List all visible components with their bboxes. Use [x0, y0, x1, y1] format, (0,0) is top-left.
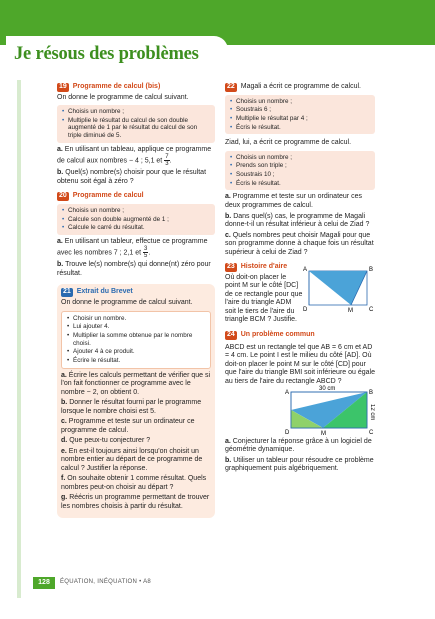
footer-section: ÉQUATION, INÉQUATION • A8: [60, 579, 152, 585]
left-margin-bar: [17, 80, 21, 598]
question-text: Dans quel(s) cas, le programme de Magali donne-t-il un résultat inférieur à celui de Ziad ?: [225, 212, 370, 229]
exercise-intro: Magali a écrit ce programme de calcul.: [240, 83, 361, 90]
question-text: Quels nombres peut choisir Magali pour que son programme donne à chaque fois un résultat supérieur à celui de Ziad ?: [225, 231, 374, 256]
question: [225, 232, 375, 258]
exercise-text: Où doit-on placer le point M sur le côté [DC] de ce rectangle pour que l'aire du triangle ADM soit le tiers de l'aire du triangle BCM ? Justifie.: [225, 273, 303, 324]
exercise-20: [57, 192, 215, 278]
program-step: • Multiplier la somme obtenue par le nombre choisi.: [66, 332, 206, 347]
question-text: Que peux-tu conjecturer ?: [69, 437, 151, 445]
exercise-header: [57, 83, 215, 92]
exercise-title: Un problème commun: [240, 331, 315, 339]
question: [61, 399, 211, 416]
program-step: • Choisis un nombre ;: [229, 154, 371, 162]
program-box: [61, 311, 211, 369]
program-step: • Calcule le carré du résultat.: [61, 224, 211, 232]
label-side-length: 12 cm: [369, 403, 375, 421]
exercise-24: [225, 331, 375, 474]
question-label: b.: [225, 212, 232, 220]
question: [225, 457, 375, 474]
label-m: M: [348, 308, 353, 315]
question: [225, 438, 375, 455]
exercise-number: 19: [59, 83, 67, 90]
rectangle-triangle-figure: [303, 265, 375, 315]
question: [61, 475, 211, 492]
exercise-title: Programme de calcul (bis): [72, 83, 161, 90]
exercise-number: 22: [227, 83, 235, 90]
question-label: b.: [57, 169, 64, 177]
question-label: a.: [225, 437, 231, 445]
question-text: Programme et teste sur un ordinateur ce programme de calcul.: [61, 418, 195, 434]
page-banner: [0, 0, 435, 64]
label-c: C: [369, 307, 374, 314]
exercise-title: Histoire d'aire: [240, 263, 288, 271]
label-top-length: 30 cm: [319, 385, 336, 392]
question: [61, 448, 211, 474]
page-title: Je résous des problèmes: [14, 44, 199, 64]
program-step: • Multiplie le résultat par 4 ;: [229, 115, 371, 123]
question-text: Réécris un programme permettant de trouver les nombres choisis à partir du résultat.: [61, 494, 210, 511]
program-step: • Écrire le résultat.: [66, 357, 206, 365]
question-b: [57, 169, 215, 186]
magali-program-box: [225, 95, 375, 135]
program-step: • Soustrais 6 ;: [229, 106, 371, 114]
label-d: D: [303, 307, 308, 314]
question-b: [57, 261, 215, 278]
question-text: Utiliser un tableur pour résoudre ce problème graphiquement puis algébriquement.: [225, 456, 374, 473]
label-d: D: [285, 429, 290, 436]
label-a: A: [285, 389, 290, 396]
question-text: En utilisant un tableau, applique ce programme de calcul aux nombres − 4 ; 5,1 et: [57, 145, 212, 165]
question-text: Programme et teste sur un ordinateur ces deux programmes de calcul.: [225, 193, 362, 209]
ziad-program-box: [225, 151, 375, 191]
question-text: Quel(s) nombre(s) choisir pour que le résultat obtenu soit égal à zéro ?: [57, 169, 207, 185]
program-step: • Soustrais 10 ;: [229, 171, 371, 179]
label-c: C: [369, 429, 374, 436]
exercise-number: 20: [59, 192, 67, 200]
question-text: Donner le résultat fourni par le programme lorsque le nombre choisi est 5.: [61, 399, 202, 415]
question-label: b.: [225, 456, 232, 464]
question-label: b.: [61, 399, 68, 407]
question-end: .: [148, 249, 151, 257]
question-label: c.: [61, 418, 67, 426]
exercise-number: 21: [63, 288, 71, 296]
fraction-numerator: 7: [165, 154, 169, 161]
exercise-header: [225, 83, 375, 92]
question-text: Conjecturer la réponse grâce à un logiciel de géométrie dynamique.: [225, 437, 372, 454]
exercise-title: Programme de calcul: [72, 192, 144, 200]
exercise-number: 23: [227, 263, 235, 271]
exercise-number: 24: [227, 331, 235, 339]
question-label: f.: [61, 475, 66, 483]
label-b: B: [369, 267, 374, 274]
question: [225, 193, 375, 210]
program-step: • Calcule son double augmenté de 1 ;: [61, 216, 211, 224]
question-a: [57, 238, 215, 260]
question-label: g.: [61, 494, 68, 502]
question: [225, 213, 375, 230]
label-b: B: [369, 389, 374, 396]
exercise-23-text: [225, 263, 303, 327]
exercise-intro-2: Ziad, lui, a écrit ce programme de calcul.: [225, 139, 352, 147]
program-step: • Choisir un nombre.: [66, 315, 206, 323]
exercise-intro: On donne le programme de calcul suivant.: [57, 93, 189, 101]
question-label: a.: [57, 237, 63, 245]
exercise-header: [61, 288, 211, 297]
exercise-header: [57, 192, 215, 201]
exercise-19: [57, 83, 215, 186]
fraction-numerator: 3: [144, 246, 148, 253]
question-label: a.: [61, 371, 67, 379]
question: [61, 494, 211, 511]
question-label: a.: [57, 145, 63, 153]
question-label: a.: [225, 193, 231, 201]
question-a: [57, 146, 215, 168]
program-step: • Écris le résultat.: [229, 124, 371, 132]
exercise-intro: On donne le programme de calcul suivant.: [61, 299, 193, 307]
question: [61, 418, 211, 435]
question: [61, 372, 211, 398]
question-label: d.: [61, 437, 68, 445]
program-step: • Choisis un nombre ;: [61, 108, 211, 116]
exercise-21: [57, 284, 215, 517]
program-step: • Lui ajouter 4.: [66, 323, 206, 331]
question-label: b.: [57, 261, 64, 269]
question-text: En est-il toujours ainsi lorsqu'on choisit un nombre entier au départ de ce programme de calcul ? Justifier la réponse.: [61, 447, 203, 472]
fraction-denominator: 3: [165, 161, 169, 168]
question-label: c.: [225, 231, 231, 239]
question-label: e.: [61, 447, 67, 455]
exercise-24-body: [225, 342, 375, 434]
program-step: • Ajouter 4 à ce produit.: [66, 348, 206, 356]
exercise-text: [225, 344, 375, 387]
program-step: • Multiplie le résultat du calcul de son double augmenté de 1 par le résultat du calcul de son triple diminué de 5.: [61, 117, 211, 140]
program-step: • Choisis un nombre ;: [61, 207, 211, 215]
program-step: • Prends son triple ;: [229, 162, 371, 170]
question-text: On souhaite obtenir 1 comme résultat. Quels nombres peut-on choisir au départ ?: [61, 475, 207, 491]
exercise-22: [225, 83, 375, 257]
program-box: [57, 105, 215, 143]
exercise-text-content: ABCD est un rectangle tel que AB = 6 cm et AD = 4 cm. Le point I est le milieu du côté [AD]. Où doit-on placer le point M sur le côté [CD] pour que l'aire du triangle BMI soit inférieure ou égale au tiers de l'aire du rectangle ABCD ?: [225, 343, 375, 385]
left-column: [57, 83, 215, 524]
question-text: Écrire les calculs permettant de vérifier que si l'on fait fonctionner ce programme avec le nombre − 2, on obtient 0.: [61, 371, 211, 396]
question-end: .: [169, 157, 172, 165]
exercise-header: [225, 331, 375, 340]
question: [61, 437, 211, 446]
label-m: M: [321, 430, 326, 436]
exercise-23: [225, 263, 375, 325]
program-step: • Écris le résultat.: [229, 180, 371, 188]
program-box: [57, 204, 215, 235]
question-text: En utilisant un tableur, effectue ce programme avec les nombres 7 ; 2,1 et: [57, 237, 208, 257]
question-text: Trouve le(s) nombre(s) qui donne(nt) zéro pour résultat.: [57, 261, 211, 277]
fraction-denominator: 5: [144, 253, 148, 260]
page-number-badge: 128: [33, 577, 55, 589]
right-column: [225, 83, 375, 480]
label-a: A: [303, 267, 308, 274]
program-step: • Choisis un nombre ;: [229, 98, 371, 106]
triangle-fill: [309, 271, 367, 305]
exercise-title: Extrait du Brevet: [76, 288, 133, 296]
